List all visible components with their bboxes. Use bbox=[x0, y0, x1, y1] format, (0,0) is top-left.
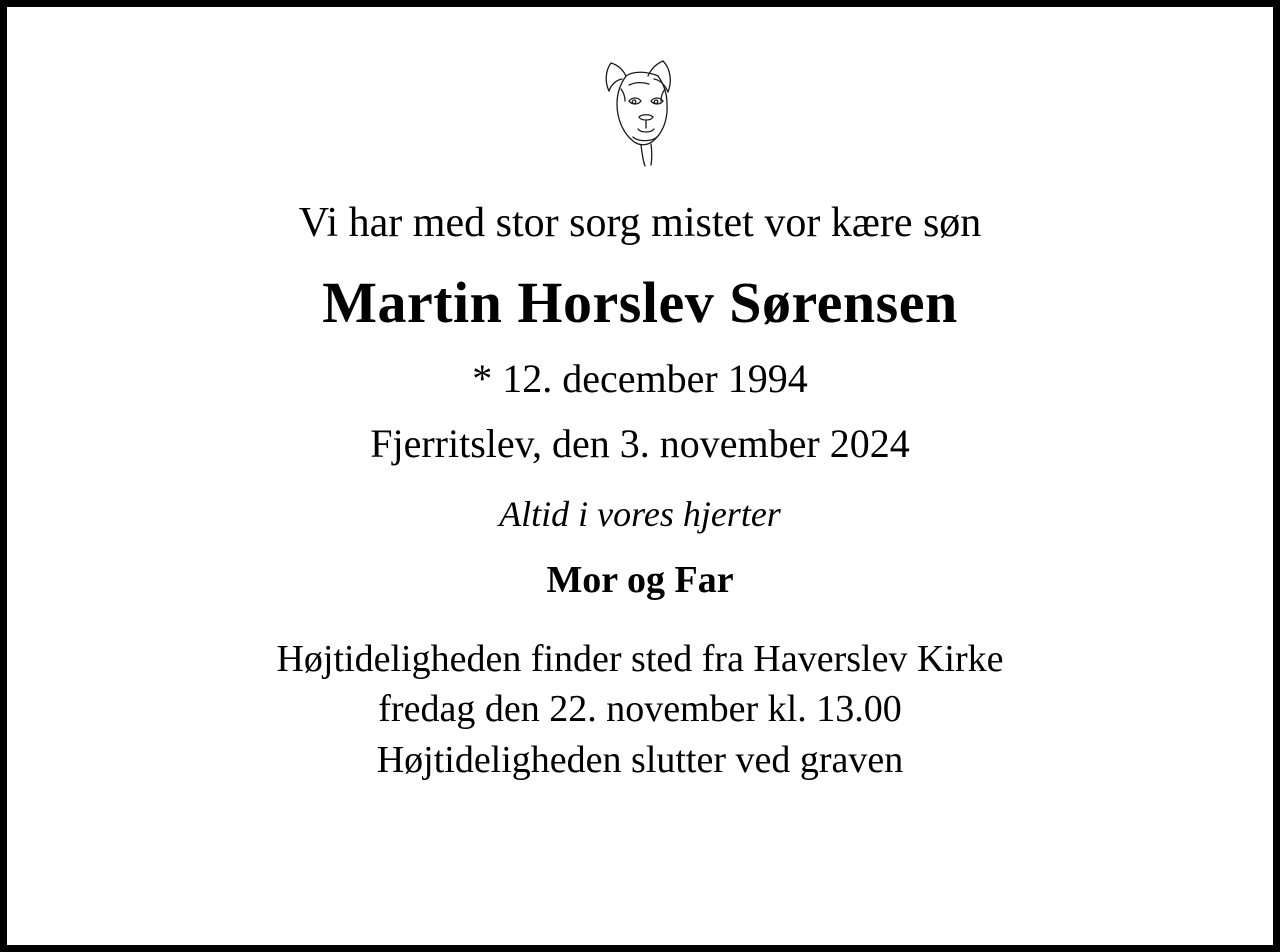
ceremony-line: Højtideligheden slutter ved graven bbox=[376, 739, 904, 782]
signature: Mor og Far bbox=[546, 558, 734, 601]
intro-line: Vi har med stor sorg mistet vor kære søn bbox=[298, 200, 982, 246]
dog-head-sketch-icon bbox=[585, 49, 695, 167]
ceremony-line: fredag den 22. november kl. 13.00 bbox=[378, 688, 902, 731]
ceremony-line: Højtideligheden finder sted fra Haverslev Kirke bbox=[276, 637, 1004, 680]
birth-date: * 12. december 1994 bbox=[472, 355, 808, 401]
death-place-date: Fjerritslev, den 3. november 2024 bbox=[370, 421, 910, 467]
ceremony-details bbox=[7, 637, 1273, 789]
deceased-name: Martin Horslev Sørensen bbox=[322, 269, 958, 335]
epitaph: Altid i vores hjerter bbox=[499, 494, 781, 535]
